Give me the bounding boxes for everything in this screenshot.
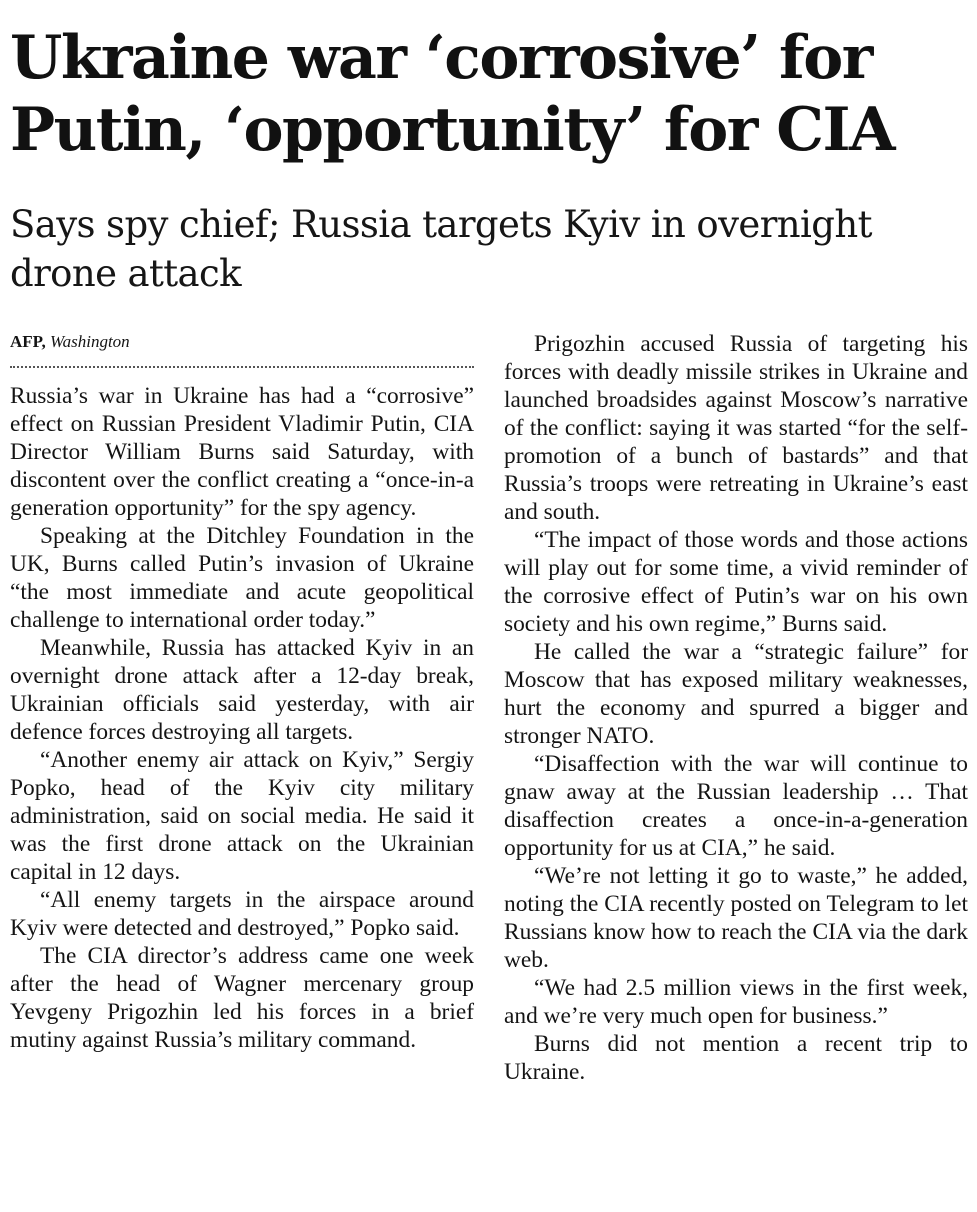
paragraph: Meanwhile, Russia has attacked Kyiv in an overnight drone attack after a 12-day break, Ukrainian officials said yesterday, with air defence forces destroying all targets. <box>10 635 474 745</box>
article-column-left <box>10 382 474 1054</box>
byline-divider <box>10 366 474 368</box>
paragraph: “All enemy targets in the airspace around Kyiv were detected and destroyed,” Popko said. <box>10 887 474 941</box>
byline-agency: AFP, <box>10 332 46 351</box>
byline-location: Washington <box>50 332 130 351</box>
paragraph: “Disaffection with the war will continue to gnaw away at the Russian leadership … That disaffection creates a once-in-a-generation opportunity for us at CIA,” he said. <box>504 751 968 861</box>
paragraph: Prigozhin accused Russia of targeting his forces with deadly missile strikes in Ukraine and launched broadsides against Moscow’s narrative of the conflict: saying it was started “for the self-promotion of a bunch of bastards” and that Russia’s troops were retreating in Ukraine’s east and south. <box>504 331 968 525</box>
article-column-right <box>504 330 968 1086</box>
paragraph: “We’re not letting it go to waste,” he added, noting the CIA recently posted on Telegram to let Russians know how to reach the CIA via the dark web. <box>504 863 968 973</box>
subheadline: Says spy chief; Russia targets Kyiv in overnight drone attack <box>10 203 872 295</box>
headline: Ukraine war ‘corrosive’ for Putin, ‘opportunity’ for CIA <box>10 23 895 165</box>
paragraph: Russia’s war in Ukraine has had a “corrosive” effect on Russian President Vladimir Putin, CIA Director William Burns said Saturday, with discontent over the conflict creating a “once-in-a generation opportunity” for the spy agency. <box>10 383 474 521</box>
paragraph: He called the war a “strategic failure” for Moscow that has exposed military weaknesses, hurt the economy and spurred a bigger and stronger NATO. <box>504 639 968 749</box>
paragraph: “Another enemy air attack on Kyiv,” Sergiy Popko, head of the Kyiv city military administration, said on social media. He said it was the first drone attack on the Ukrainian capital in 12 days. <box>10 747 474 885</box>
byline <box>10 330 474 354</box>
paragraph: The CIA director’s address came one week after the head of Wagner mercenary group Yevgeny Prigozhin led his forces in a brief mutiny against Russia’s military command. <box>10 943 474 1053</box>
paragraph: “The impact of those words and those actions will play out for some time, a vivid reminder of the corrosive effect of Putin’s war on his own society and his own regime,” Burns said. <box>504 527 968 637</box>
paragraph: “We had 2.5 million views in the first week, and we’re very much open for business.” <box>504 975 968 1029</box>
paragraph: Speaking at the Ditchley Foundation in the UK, Burns called Putin’s invasion of Ukraine “the most immediate and acute geopolitical challenge to international order today.” <box>10 523 474 633</box>
paragraph: Burns did not mention a recent trip to Ukraine. <box>504 1031 968 1085</box>
